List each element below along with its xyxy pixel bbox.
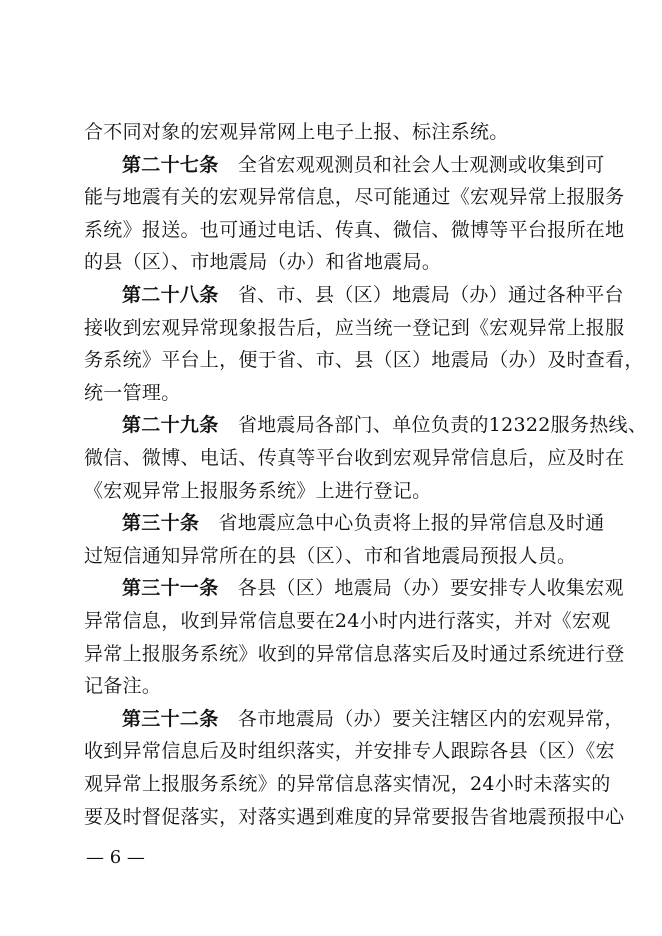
paragraph-line xyxy=(122,508,605,538)
line-text: 省地震应急中心负责将上报的异常信息及时通 xyxy=(199,512,605,534)
article-number: 第二十九条 xyxy=(122,414,219,436)
paragraph-line xyxy=(84,476,580,506)
line-text: 统一管理。 xyxy=(84,382,181,404)
paragraph-line xyxy=(84,117,580,147)
paragraph-line xyxy=(122,704,624,734)
line-text: 异常信息，收到异常信息要在24小时内进行落实，并对《宏观 xyxy=(84,610,611,632)
line-text: 省地震局各部门、单位负责的12322服务热线、 xyxy=(218,414,648,436)
line-text: 观异常上报服务系统》的异常信息落实情况，24小时未落实的 xyxy=(84,773,611,795)
paragraph-line xyxy=(84,606,611,636)
line-text: 各县（区）地震局（办）要安排专人收集宏观 xyxy=(218,577,624,599)
paragraph-line xyxy=(84,247,580,277)
line-text: 各市地震局（办）要关注辖区内的宏观异常， xyxy=(218,708,624,730)
paragraph-line xyxy=(84,736,615,766)
line-text: 省、市、县（区）地震局（办）通过各种平台 xyxy=(218,284,624,306)
article-number: 第二十八条 xyxy=(122,284,219,306)
article-number: 第三十一条 xyxy=(122,577,219,599)
line-text: 接收到宏观异常现象报告后，应当统一登记到《宏观异常上报服 xyxy=(84,317,625,339)
line-text: 要及时督促落实，对落实遇到难度的异常要报告省地震预报中心 xyxy=(84,806,625,828)
paragraph-line xyxy=(84,639,625,669)
paragraph-line xyxy=(122,280,624,310)
line-text: 微信、微博、电话、传真等平台收到宏观异常信息后，应及时在 xyxy=(84,447,625,469)
paragraph-line xyxy=(84,541,580,571)
line-text: 《宏观异常上报服务系统》上进行登记。 xyxy=(84,480,432,502)
line-text: 收到异常信息后及时组织落实，并安排专人跟踪各县（区）《宏 xyxy=(84,740,615,762)
paragraph-line xyxy=(84,443,625,473)
page-number: — 6 — xyxy=(86,847,145,868)
paragraph-line xyxy=(122,150,605,180)
paragraph-line xyxy=(84,182,625,212)
paragraph-line xyxy=(122,410,648,440)
paragraph-line xyxy=(84,671,580,701)
line-text: 务系统》平台上，便于省、市、县（区）地震局（办）及时查看， xyxy=(84,349,644,371)
line-text: 过短信通知异常所在的县（区）、市和省地震局预报人员。 xyxy=(84,545,577,567)
line-text: 异常上报服务系统》收到的异常信息落实后及时通过系统进行登 xyxy=(84,643,625,665)
line-text: 的县（区）、市地震局（办）和省地震局。 xyxy=(84,251,442,273)
paragraph-line xyxy=(84,313,625,343)
paragraph-line xyxy=(84,802,625,832)
line-text: 合不同对象的宏观异常网上电子上报、标注系统。 xyxy=(84,121,509,143)
paragraph-line xyxy=(84,215,625,245)
article-number: 第三十条 xyxy=(122,512,200,534)
paragraph-line xyxy=(122,573,624,603)
line-text: 系统》报送。也可通过电话、传真、微信、微博等平台报所在地 xyxy=(84,219,625,241)
paragraph-line xyxy=(84,345,644,375)
article-number: 第三十二条 xyxy=(122,708,219,730)
article-number: 第二十七条 xyxy=(122,154,219,176)
paragraph-line xyxy=(84,378,580,408)
line-text: 记备注。 xyxy=(84,675,162,697)
line-text: 能与地震有关的宏观异常信息，尽可能通过《宏观异常上报服务 xyxy=(84,186,625,208)
line-text: 全省宏观观测员和社会人士观测或收集到可 xyxy=(218,154,605,176)
paragraph-line xyxy=(84,769,611,799)
